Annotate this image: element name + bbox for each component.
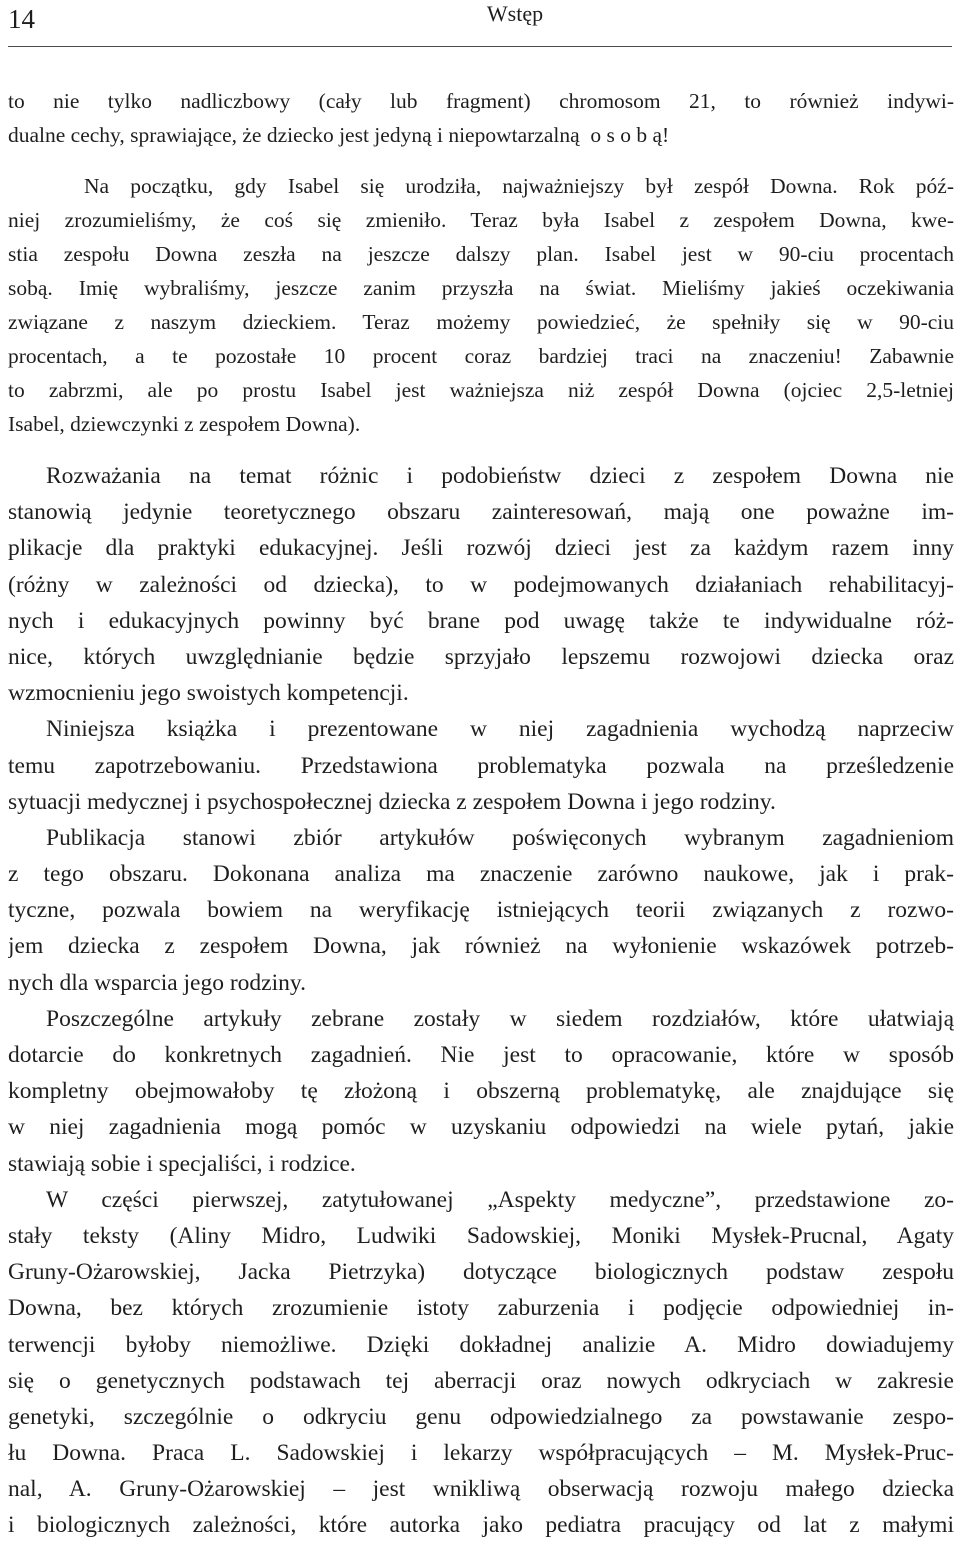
text-line: temu zapotrzebowaniu. Przedstawiona problematyka pozwala na prześledzenie bbox=[8, 752, 954, 779]
text-line: stia zespołu Downa zeszła na jeszcze dalszy plan. Isabel jest w 90-ciu procentach bbox=[8, 242, 954, 266]
text-line: stawiają sobie i specjaliści, i rodzice. bbox=[8, 1150, 356, 1177]
text-line: nice, których uwzględnianie będzie sprzyjało lepszemu rozwojowi dziecka oraz bbox=[8, 643, 954, 670]
text-line: to nie tylko nadliczbowy (cały lub fragment) chromosom 21, to również indywi- bbox=[8, 89, 954, 113]
text-line: dualne cechy, sprawiające, że dziecko jest jedyną i niepowtarzalną o s o b ą! bbox=[8, 123, 670, 147]
text-line: W części pierwszej, zatytułowanej „Aspekty medyczne”, przedstawione zo- bbox=[46, 1186, 954, 1213]
text-line: to zabrzmi, ale po prostu Isabel jest ważniejsza niż zespół Downa (ojciec 2,5-letniej bbox=[8, 378, 954, 402]
text-line: Gruny-Ożarowskiej, Jacka Pietrzyka) dotyczące biologicznych podstaw zespołu bbox=[8, 1259, 954, 1286]
text-line: kompletny obejmowałoby tę złożoną i obszerną problematykę, ale znajdujące się bbox=[8, 1078, 954, 1105]
text-line: Na początku, gdy Isabel się urodziła, najważniejszy był zespół Downa. Rok póź- bbox=[84, 174, 954, 198]
paragraph bbox=[8, 820, 954, 1001]
text-line: Poszczególne artykuły zebrane zostały w siedem rozdziałów, które ułatwiają bbox=[46, 1005, 954, 1032]
text-line: nych i edukacyjnych powinny być brane pod uwagę także te indywidualne róż- bbox=[8, 607, 954, 634]
text-line: i biologicznych zależności, które autorka jako pediatra pracujący od lat z małymi bbox=[8, 1512, 954, 1539]
text-line: się o genetycznych podstawach tej aberracji oraz nowych odkryciach w zakresie bbox=[8, 1367, 954, 1394]
text-line: jem dziecka z zespołem Downa, jak również na wyłonienie wskazówek potrzeb- bbox=[8, 933, 954, 960]
text-line: związane z naszym dzieckiem. Teraz możemy powiedzieć, że spełniły się w 90-ciu bbox=[8, 310, 954, 334]
text-line: nych dla wsparcia jego rodziny. bbox=[8, 969, 306, 996]
page-number: 14 bbox=[8, 4, 35, 34]
paragraph bbox=[8, 1182, 954, 1544]
text-line: wzmocnieniu jego swoistych kompetencji. bbox=[8, 680, 409, 707]
text-line: Isabel, dziewczynki z zespołem Downa). bbox=[8, 412, 361, 436]
text-line: Publikacja stanowi zbiór artykułów poświęconych wybranym zagadnieniom bbox=[46, 824, 954, 851]
text-line: stały teksty (Aliny Midro, Ludwiki Sadowskiej, Moniki Mysłek-Prucnal, Agaty bbox=[8, 1222, 954, 1249]
paragraph bbox=[8, 458, 954, 711]
text-line: sytuacji medycznej i psychospołecznej dziecka z zespołem Downa i jego rodziny. bbox=[8, 788, 776, 815]
text-line: Niniejsza książka i prezentowane w niej zagadnienia wychodzą naprzeciw bbox=[46, 716, 954, 743]
text-line: genetyki, szczególnie o odkryciu genu odpowiedzialnego za powstawanie zespo- bbox=[8, 1403, 954, 1430]
quote-paragraph bbox=[8, 84, 954, 152]
text-line: łu Downa. Praca L. Sadowskiej i lekarzy współpracujących – M. Mysłek-Pruc- bbox=[8, 1440, 954, 1467]
text-line: Downa, bez których zrozumienie istoty zaburzenia i podjęcie odpowiedniej in- bbox=[8, 1295, 954, 1322]
text-line: sobą. Imię wybraliśmy, jeszcze zanim przyszła na świat. Mieliśmy jakieś oczekiwania bbox=[8, 276, 954, 300]
running-head bbox=[8, 0, 952, 47]
text-line: tyczne, pozwala bowiem na weryfikację istniejących teorii związanych z rozwo- bbox=[8, 897, 954, 924]
text-line: w niej zagadnienia mogą pomóc w uzyskaniu odpowiedzi na wiele pytań, jakie bbox=[8, 1114, 954, 1141]
text-line: Rozważania na temat różnic i podobieństw dzieci z zespołem Downa nie bbox=[46, 463, 954, 489]
text-line: plikacje dla praktyki edukacyjnej. Jeśli rozwój dzieci jest za każdym razem inny bbox=[8, 535, 954, 562]
text-line: terwencji byłoby niemożliwe. Dzięki dokładnej analizie A. Midro dowiadujemy bbox=[8, 1331, 954, 1358]
text-line: niej zrozumieliśmy, że coś się zmieniło. Teraz była Isabel z zespołem Downa, kwe- bbox=[8, 208, 954, 232]
text-line: (różny w zależności od dziecka), to w podejmowanych działaniach rehabilitacyj- bbox=[8, 571, 954, 598]
text-line: stanowią jedynie teoretycznego obszaru zainteresowań, mają one poważne im- bbox=[8, 499, 954, 526]
text-line: dotarcie do konkretnych zagadnień. Nie jest to opracowanie, które w sposób bbox=[8, 1042, 954, 1068]
text-line: nal, A. Gruny-Ożarowskiej – jest wnikliwą obserwacją rozwoju małego dziecka bbox=[8, 1476, 954, 1503]
paragraph bbox=[8, 1001, 954, 1182]
text-line: z tego obszaru. Dokonana analiza ma znaczenie zarówno naukowe, jak i prak- bbox=[8, 861, 954, 888]
quote-paragraph bbox=[8, 169, 954, 441]
body-text bbox=[8, 458, 954, 1544]
paragraph bbox=[8, 711, 954, 820]
section-title: Wstęp bbox=[486, 1, 544, 26]
text-line: procentach, a te pozostałe 10 procent coraz bardziej traci na znaczeniu! Zabawnie bbox=[8, 344, 954, 368]
quote-block bbox=[8, 84, 954, 441]
